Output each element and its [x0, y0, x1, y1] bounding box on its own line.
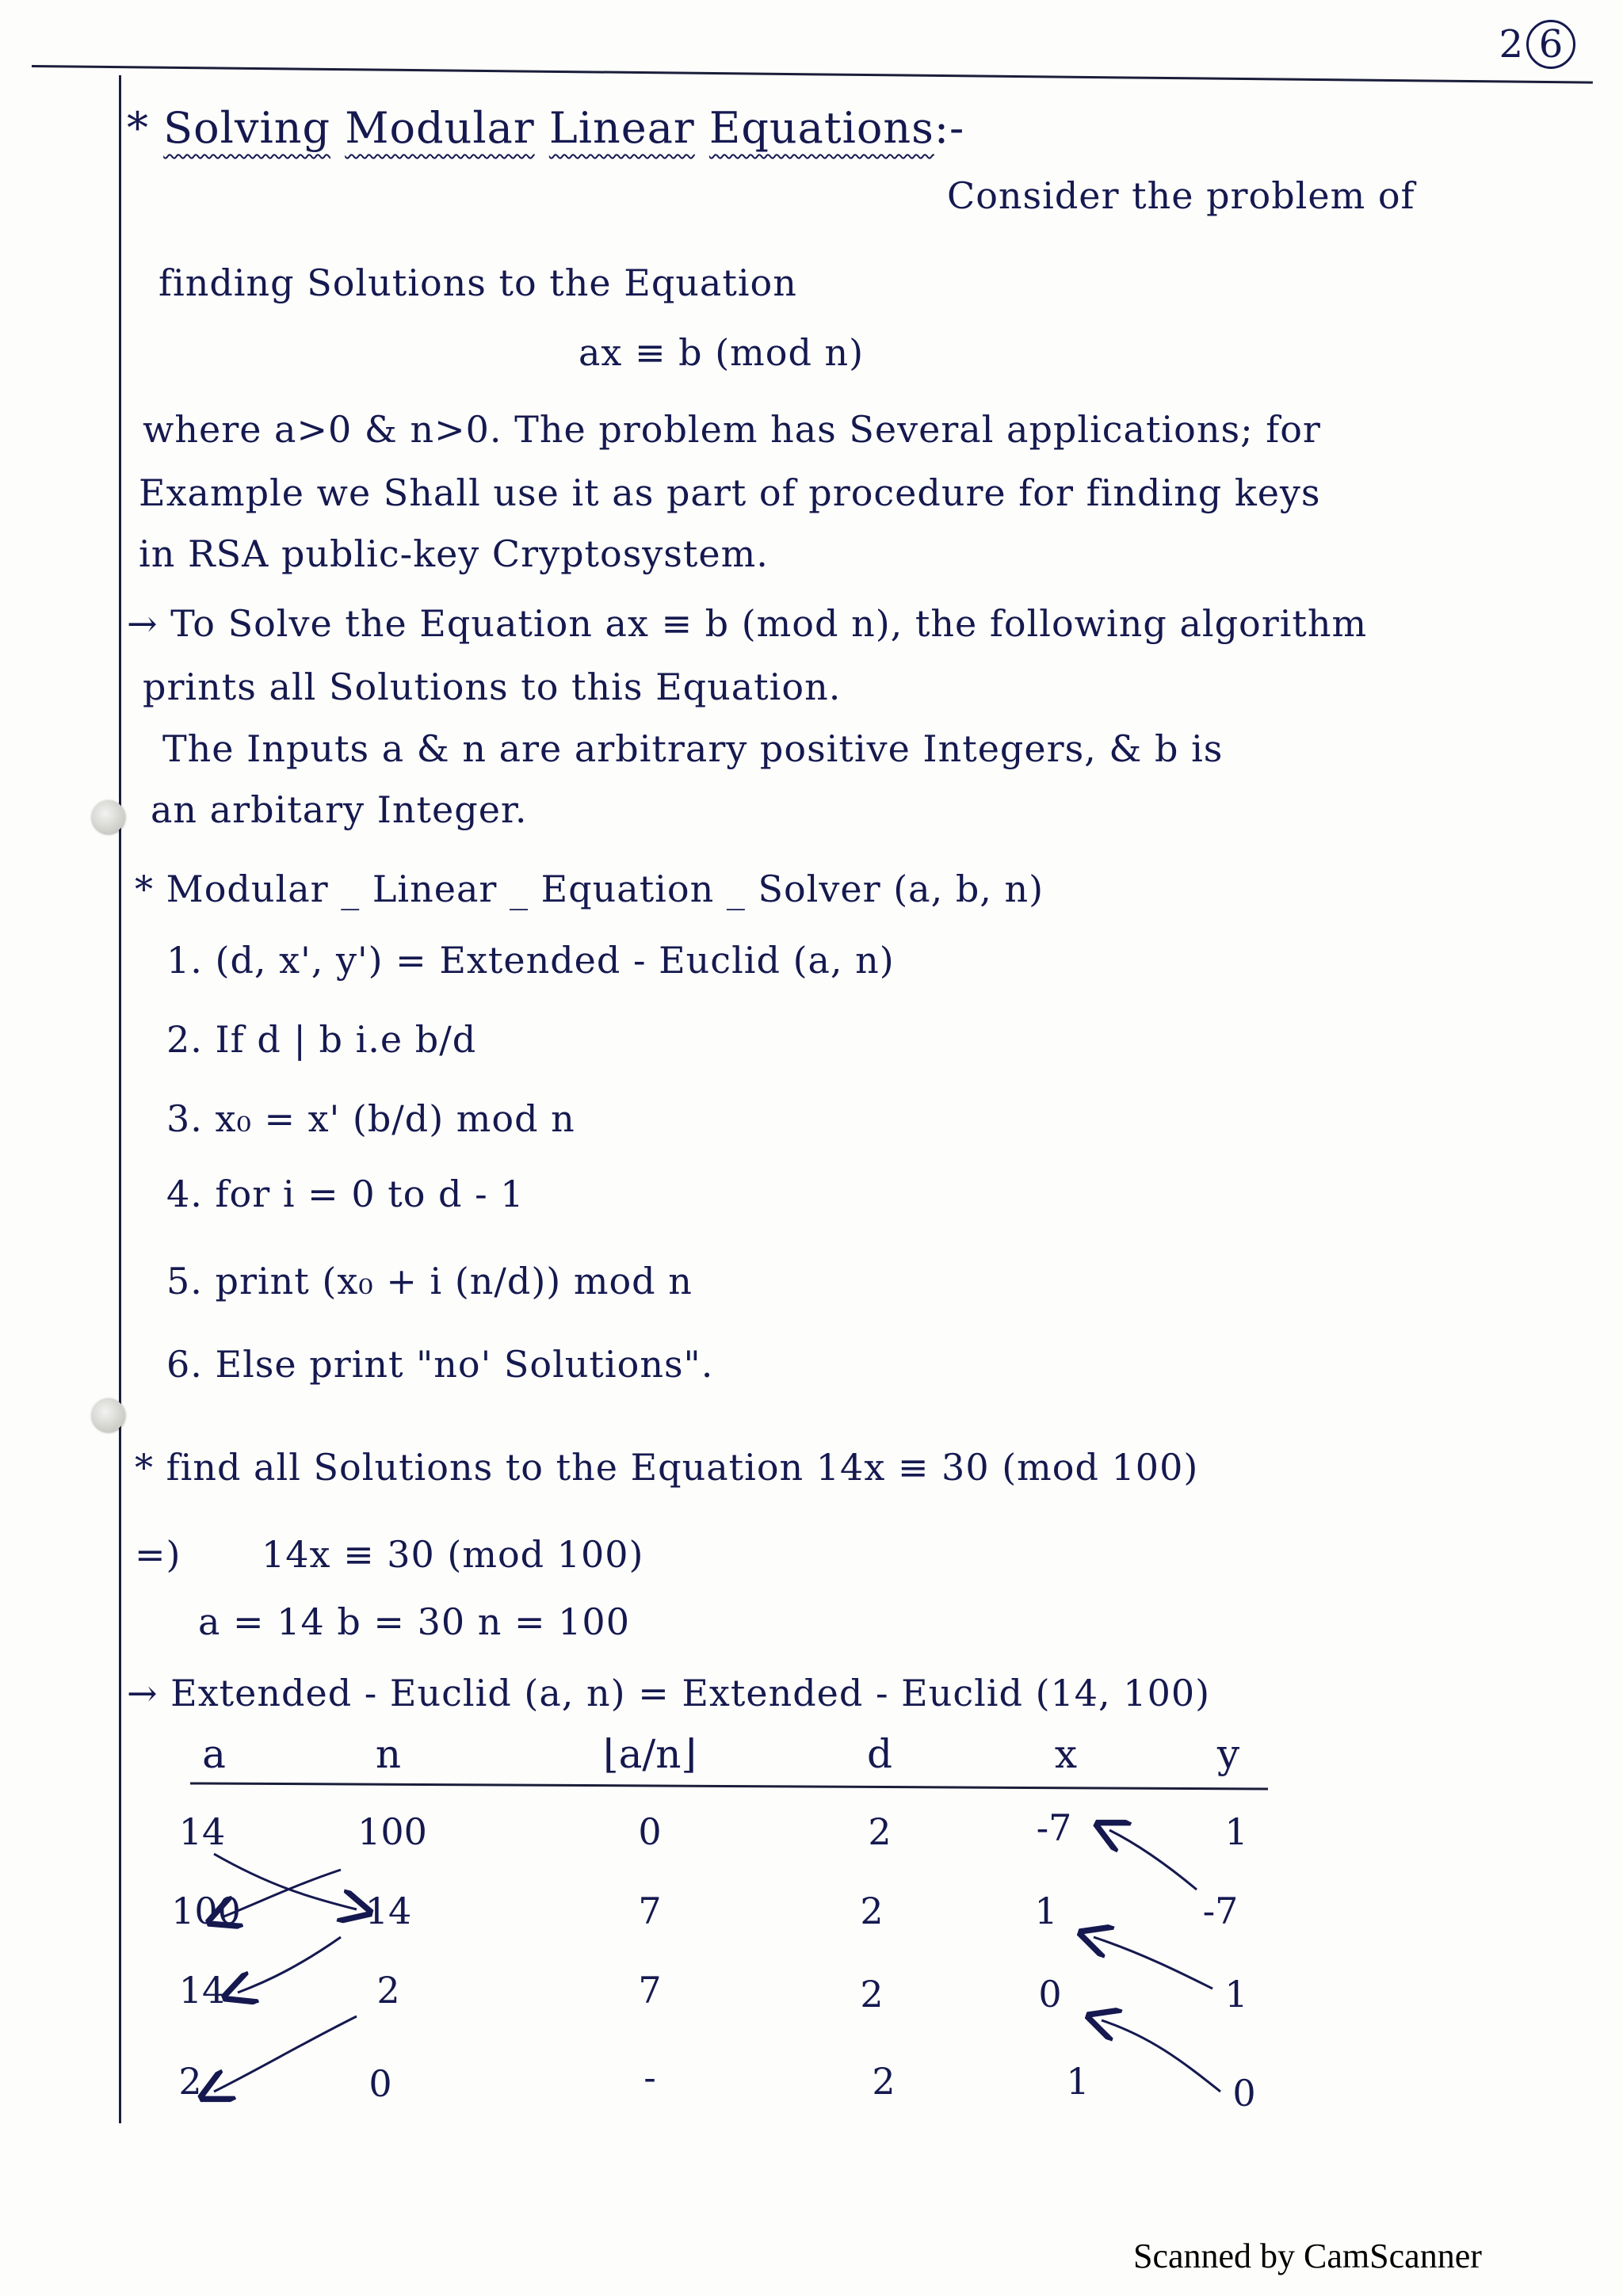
table-header-d: d: [866, 1731, 892, 1777]
title-word: Equations: [708, 103, 934, 153]
algorithm-header: * Modular _ Linear _ Equation _ Solver (a, b, n): [135, 868, 1044, 910]
table-cell: 100: [357, 1810, 427, 1853]
intro-line: where a>0 & n>0. The problem has Several applications; for: [143, 408, 1321, 451]
title-dash: :-: [934, 103, 965, 153]
intro-line: finding Solutions to the Equation: [158, 261, 797, 304]
table-header-y: y: [1216, 1731, 1240, 1777]
intro-line: Example we Shall use it as part of procedure for finding keys: [139, 471, 1321, 514]
table-cell: 0: [1232, 2072, 1256, 2115]
example-values: a = 14 b = 30 n = 100: [198, 1600, 630, 1643]
table-cell: -: [643, 2056, 656, 2099]
table-cell: 0: [638, 1810, 662, 1853]
table-cell: 0: [1038, 1973, 1062, 2016]
table-cell: -7: [1202, 1890, 1239, 1932]
table-header-a: a: [202, 1731, 226, 1777]
back-arrow: [1102, 2020, 1220, 2092]
table-header-x: x: [1054, 1731, 1078, 1777]
swap-arrow: [214, 1854, 357, 1909]
example-equation: 14x ≡ 30 (mod 100): [262, 1533, 644, 1576]
table-cell: 14: [178, 1969, 226, 2012]
table-cell: 14: [365, 1890, 412, 1932]
para-line: prints all Solutions to this Equation.: [143, 666, 842, 708]
algorithm-step: 5. print (x₀ + i (n/d)) mod n: [166, 1260, 693, 1302]
intro-line: in RSA public-key Cryptosystem.: [139, 532, 769, 575]
page-number-text: 2: [1499, 22, 1523, 67]
equation: ax ≡ b (mod n): [579, 331, 865, 374]
algorithm-step: 1. (d, x', y') = Extended - Euclid (a, n): [166, 939, 895, 982]
algorithm-step: 3. x₀ = x' (b/d) mod n: [166, 1097, 575, 1140]
page-number-circled: 6: [1526, 20, 1575, 69]
para-line: The Inputs a & n are arbitrary positive Integers, & b is: [162, 727, 1224, 770]
table-cell: 0: [369, 2062, 392, 2105]
title-word: Linear: [548, 103, 695, 153]
table-cell: 7: [638, 1969, 662, 2012]
title-star: *: [127, 103, 149, 153]
title-word: Modular: [345, 103, 535, 153]
extended-euclid-line: → Extended - Euclid (a, n) = Extended - Euclid (14, 100): [127, 1672, 1211, 1714]
table-cell: 14: [178, 1810, 226, 1853]
table-cell: 2: [178, 2060, 202, 2103]
table-cell: 1: [1224, 1973, 1248, 2016]
table-cell: 2: [872, 2060, 896, 2103]
back-arrow: [1109, 1830, 1197, 1890]
para-line: an arbitary Integer.: [151, 788, 528, 831]
swap-arrow: [222, 1870, 341, 1917]
intro-line: Consider the problem of: [947, 174, 1415, 217]
table-header-floor: ⌊a/n⌋: [603, 1731, 697, 1777]
back-arrow: [238, 1937, 341, 1993]
scanner-watermark: Scanned by CamScanner: [1133, 2237, 1482, 2275]
example-arrow: =): [135, 1533, 181, 1576]
table-cell: 1: [1224, 1810, 1248, 1853]
table-cell: 7: [638, 1890, 662, 1932]
table-cell: 1: [1066, 2060, 1090, 2103]
table-cell: 2: [860, 1890, 884, 1932]
table-header-n: n: [375, 1731, 402, 1777]
example-question: * find all Solutions to the Equation 14x ≡ 30 (mod 100): [135, 1446, 1199, 1489]
table-cell: -7: [1036, 1806, 1072, 1849]
table-cell: 1: [1034, 1890, 1058, 1932]
table-cell: 2: [860, 1973, 884, 2016]
back-arrow: [214, 2016, 357, 2092]
algorithm-step: 2. If d | b i.e b/d: [166, 1018, 477, 1061]
table-cell: 2: [376, 1969, 400, 2012]
back-arrow: [1094, 1937, 1212, 1989]
title-word: Solving: [163, 103, 331, 153]
table-cell: 2: [868, 1810, 892, 1853]
algorithm-step: 6. Else print "no' Solutions".: [166, 1343, 714, 1386]
para-line: → To Solve the Equation ax ≡ b (mod n), the following algorithm: [127, 602, 1368, 645]
table-cell: 100: [171, 1890, 241, 1932]
algorithm-step: 4. for i = 0 to d - 1: [166, 1173, 525, 1215]
